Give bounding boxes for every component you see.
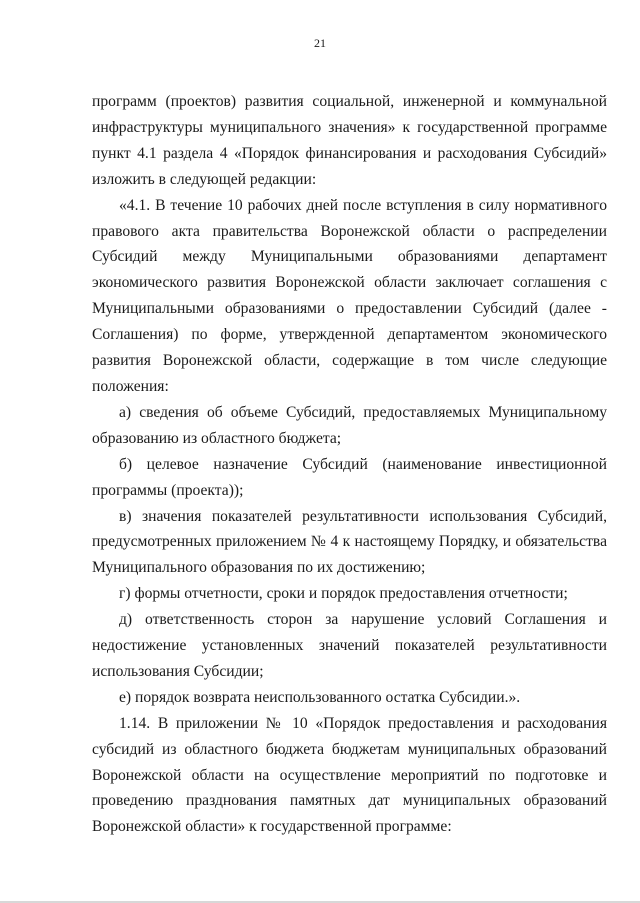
paragraph-1-14: 1.14. В приложении № 10 «Порядок предоставления и расходования субсидий из областного бюджета бюджетам муниципальных образований Воронежской области на осуществление мероприятий по подготовке и проведению празднования памятных дат муниципальных образований Воронежской области» к государственной программе: [92, 714, 607, 836]
paragraph-item-b: б) целевое назначение Субсидий (наименование инвестиционной программы (проекта)); [92, 455, 607, 499]
paragraph-item-e: е) порядок возврата неиспользованного остатка Субсидии.». [119, 688, 521, 706]
paragraph-4-1: «4.1. В течение 10 рабочих дней после вступления в силу нормативного правового акта правительства Воронежской области о распределении Субсидий между Муниципальными образованиями департамент экономического развития Воронежской области заключает соглашения с Муниципальными образованиями о предоставлении Субсидий (далее - Соглашения) по форме, утвержденной департаментом экономического развития Воронежской области, содержащие в том числе следующие положения: [92, 196, 607, 395]
paragraph-item-g: г) формы отчетности, сроки и порядок предоставления отчетности; [119, 585, 568, 603]
paragraph-item-v: в) значения показателей результативности использования Субсидий, предусмотренных приложением № 4 к настоящему Порядку, и обязательства Муниципального образования по их достижению; [92, 507, 607, 577]
page-number: 21 [314, 36, 326, 50]
paragraph-item-d: д) ответственность сторон за нарушение условий Соглашения и недостижение установленных значений показателей результативности использования Субсидии; [92, 611, 607, 680]
paragraph-item-a: а) сведения об объеме Субсидий, предоставляемых Муниципальному образованию из областного бюджета; [92, 403, 607, 447]
paragraph-intro: программ (проектов) развития социальной, инженерной и коммунальной инфраструктуры муниципального значения» к государственной программе пункт 4.1 раздела 4 «Порядок финансирования и расходования Субсидий» изложить в следующей редакции: [92, 93, 607, 188]
document-body [92, 89, 607, 840]
